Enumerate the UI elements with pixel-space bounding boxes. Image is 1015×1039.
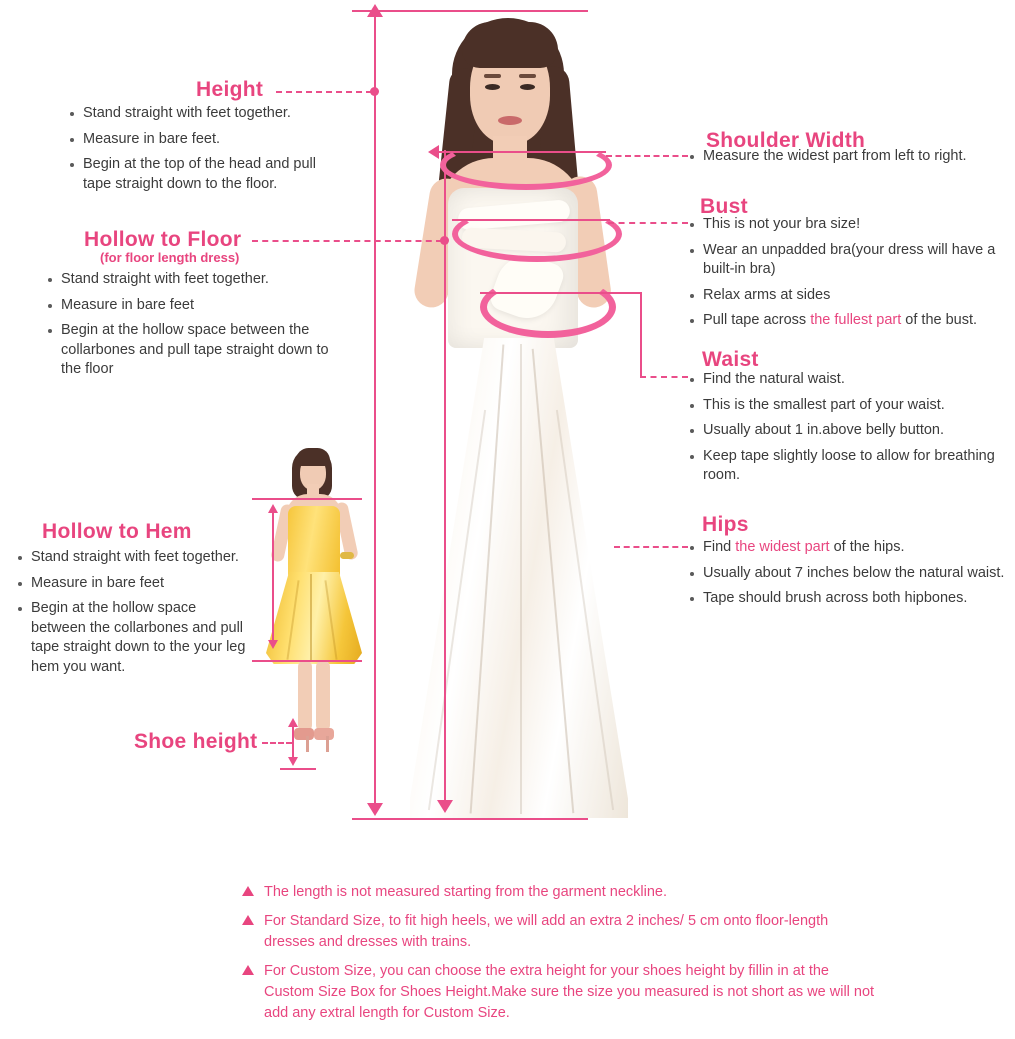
waist-callout-connector xyxy=(640,376,688,378)
list-item: Find the natural waist. xyxy=(688,370,1008,390)
shoulder-arrow-left xyxy=(428,145,439,159)
note-item xyxy=(242,961,882,1024)
list-item: Usually about 1 in.above belly button. xyxy=(688,421,1008,441)
height-callout-dot xyxy=(370,87,379,96)
note-text: For Custom Size, you can choose the extra height for your shoes height by fillin in at the Custom Size Box for Shoes Height.Make sure the size you measured is not short as we will not add any extral length for Custom Size. xyxy=(264,963,875,1022)
list-item: Usually about 7 inches below the natural waist. xyxy=(688,564,1010,584)
bust-callout-connector xyxy=(608,222,688,224)
hollow-to-floor-line xyxy=(444,150,446,810)
bust-list xyxy=(688,215,1010,337)
hollow-to-hem-heading: Hollow to Hem xyxy=(42,520,192,543)
height-callout-connector xyxy=(276,91,372,93)
hips-heading: Hips xyxy=(702,513,749,536)
list-item: Measure in bare feet xyxy=(16,574,246,594)
note-text: For Standard Size, to fit high heels, we will add an extra 2 inches/ 5 cm onto floor-length dresses and dresses with trains. xyxy=(264,913,829,951)
list-item xyxy=(688,311,1010,331)
shoe-height-line xyxy=(292,726,294,760)
model-photo-short-dress xyxy=(252,440,372,770)
height-bottom-tick xyxy=(352,818,588,820)
warning-triangle-icon xyxy=(242,965,254,975)
hollow-to-hem-line xyxy=(272,512,274,646)
list-item: This is the smallest part of your waist. xyxy=(688,396,1008,416)
list-item: Begin at the hollow space between the collarbones and pull tape straight down to the floor xyxy=(46,321,336,380)
shoe-height-arrow-bottom xyxy=(288,757,298,766)
bust-tape xyxy=(452,206,622,262)
list-item: Stand straight with feet together. xyxy=(16,548,246,568)
list-item xyxy=(688,538,1010,558)
waist-tape xyxy=(480,276,616,338)
list-item: Measure in bare feet. xyxy=(68,130,348,150)
hollow-to-hem-top-tick xyxy=(252,498,362,500)
waist-list xyxy=(688,370,1008,492)
list-item: Tape should brush across both hipbones. xyxy=(688,589,1010,609)
hollow-to-hem-list xyxy=(16,548,246,683)
waist-callout-vertical xyxy=(640,292,642,378)
warning-triangle-icon xyxy=(242,915,254,925)
list-item: Stand straight with feet together. xyxy=(46,270,336,290)
list-item: Measure in bare feet xyxy=(46,296,336,316)
bust-line xyxy=(452,219,610,221)
shoulder-tape xyxy=(440,140,612,190)
note-item xyxy=(242,911,882,953)
note-item xyxy=(242,882,882,903)
hips-callout-connector xyxy=(614,546,688,548)
shoulder-callout-connector xyxy=(606,155,688,157)
hollow-to-floor-heading: Hollow to Floor xyxy=(84,228,242,251)
shoe-height-callout-connector xyxy=(262,742,292,744)
warning-triangle-icon xyxy=(242,886,254,896)
height-list xyxy=(68,104,348,200)
height-top-tick xyxy=(352,10,588,12)
list-item: This is not your bra size! xyxy=(688,215,1010,235)
hollow-to-floor-arrow-bottom xyxy=(437,800,453,813)
height-arrow-bottom xyxy=(367,803,383,816)
model-photo-full-length xyxy=(400,8,660,820)
bust-fullest-prefix: Pull tape across xyxy=(703,312,811,329)
shoulder-width-list xyxy=(688,147,1008,173)
list-item: Begin at the top of the head and pull tape straight down to the floor. xyxy=(68,155,348,194)
list-item: Begin at the hollow space between the collarbones and pull tape straight down to the your leg hem you want. xyxy=(16,599,246,677)
bust-fullest-suffix: of the bust. xyxy=(901,312,978,329)
hips-widest-suffix: of the hips. xyxy=(829,539,905,555)
shoulder-width-heading: Shoulder Width xyxy=(706,129,866,152)
list-item: Measure the widest part from left to right. xyxy=(688,147,1008,167)
note-text: The length is not measured starting from the garment neckline. xyxy=(264,884,667,900)
shoe-height-arrow-top xyxy=(288,718,298,727)
height-heading: Height xyxy=(196,78,264,101)
hips-widest-highlight: the widest part xyxy=(735,539,830,555)
hips-list xyxy=(688,538,1010,615)
hollow-to-hem-bottom-tick xyxy=(252,660,362,662)
waist-heading: Waist xyxy=(702,348,759,371)
list-item: Wear an unpadded bra(your dress will have a built-in bra) xyxy=(688,241,1010,280)
hollow-to-floor-list xyxy=(46,270,336,386)
hollow-to-hem-arrow-bottom xyxy=(268,640,278,649)
footer-notes xyxy=(242,882,882,1032)
bust-heading: Bust xyxy=(700,195,748,218)
hollow-to-floor-subheading: (for floor length dress) xyxy=(100,250,240,265)
waist-line xyxy=(480,292,602,294)
shoe-height-bottom-tick xyxy=(280,768,316,770)
bust-fullest-highlight: the fullest part xyxy=(810,312,902,329)
hips-widest-prefix: Find xyxy=(703,539,736,555)
list-item: Relax arms at sides xyxy=(688,286,1010,306)
height-line xyxy=(374,15,376,805)
shoe-height-heading: Shoe height xyxy=(134,730,258,753)
list-item: Keep tape slightly loose to allow for breathing room. xyxy=(688,447,1008,486)
hollow-to-floor-callout-connector xyxy=(252,240,442,242)
waist-callout-horizontal xyxy=(598,292,642,294)
list-item: Stand straight with feet together. xyxy=(68,104,348,124)
